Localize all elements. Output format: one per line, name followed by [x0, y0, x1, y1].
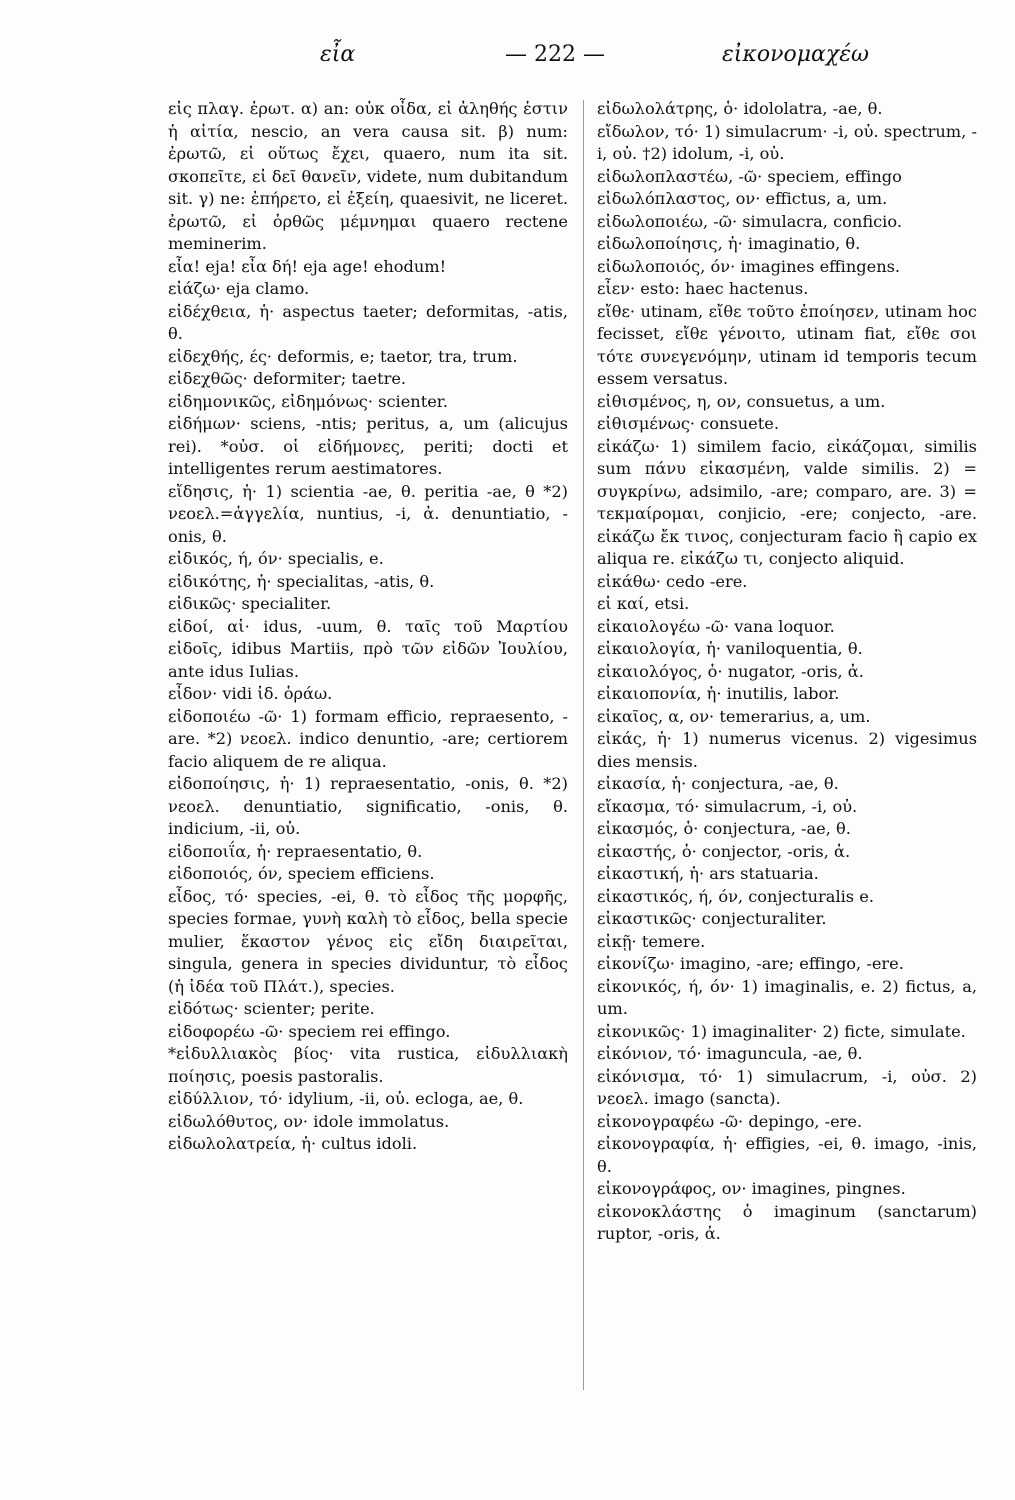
dictionary-entry: εἰκαιολογέω -ῶ· vana loquor. [597, 616, 835, 636]
dictionary-entry: εἰκονίζω· imagino, -are; effingo, -ere. [597, 954, 904, 973]
dictionary-entry: εἰδωλοποιέω, -ῶ· simulacra, conficio. [597, 211, 902, 231]
dictionary-entry: εἰκονοκλάστης ὁ imaginum (sanctarum) ruptor, -oris, ἀ. [597, 1201, 977, 1243]
dictionary-entry: εἰκαῖος, α, ον· temerarius, a, um. [597, 706, 871, 726]
dictionary-entry: εἰδωλόθυτος, ον· idole immolatus. [168, 1111, 450, 1131]
dictionary-entry: εἰκάζω· 1) similem facio, εἰκάζομαι, similis sum πάνυ εἰκασμένη, valde similis. 2) = συγκρίνω, adsimilo, -are; comparo, are. 3) = τεκμαίρομαι, conjicio, -ere; conjecto, -are. εἰκάζω ἔκ τινος, conjecturam facio ἢ capio ex aliqua re. εἰκάζω τι, conjecto aliquid. [597, 436, 977, 568]
dictionary-entry: εἰδέχθεια, ἡ· aspectus taeter; deformitas, -atis, θ. [168, 301, 568, 343]
dictionary-entry: εἰδωλολάτρης, ὁ· idololatra, -ae, θ. [597, 99, 883, 118]
dictionary-entry: εἰδήμων· sciens, -ntis; peritus, a, um (alicujus rei). *οὐσ. οἱ εἰδήμονες, periti; docti et intelligentes rerum aestimatores. [168, 414, 568, 478]
dictionary-entry: εἰκόνιον, τό· imaguncula, -ae, θ. [597, 1044, 863, 1063]
column-divider [583, 100, 584, 1390]
dictionary-entry: εἰκονογραφία, ἡ· effigies, -ei, θ. imago, -inis, θ. [597, 1134, 977, 1176]
dictionary-entry: εἰκαιολογία, ἡ· vaniloquentia, θ. [597, 639, 863, 658]
dictionary-entry: εἰκάς, ἡ· 1) numerus vicenus. 2) vigesimus dies mensis. [597, 729, 977, 771]
dictionary-entry: εἰάζω· eja clamo. [168, 279, 310, 298]
dictionary-entry: εἰδικῶς· specialiter. [168, 594, 332, 613]
dictionary-entry: εἰς πλαγ. ἐρωτ. α) an: οὐκ οἶδα, εἰ ἀληθής ἐστιν ἡ αἰτία, nescio, an vera causa sit. β) num: ἐρωτῶ, εἰ οὕτως ἔχει, quaero, num ita sit. σκοπεῖτε, εἰ δεῖ θανεῖν, videte, num dubitandum sit. γ) ne: ἐπήρετο, εἰ ἐξείη, quaesivit, ne liceret. ἐρωτῶ, εἰ ὀρθῶς μέμνημαι quaero rectene meminerim. [168, 99, 568, 253]
dictionary-entry: εἰκονικῶς· 1) imaginaliter· 2) ficte, simulate. [597, 1021, 966, 1041]
dictionary-entry: εἰδικός, ή, όν· specialis, e. [168, 549, 384, 568]
dictionary-entry: εἰκῇ· temere. [597, 931, 706, 951]
dictionary-entry: εἰθισμένως· consuete. [597, 414, 779, 433]
dictionary-entry: εἴκασμα, τό· simulacrum, -i, οὐ. [597, 796, 858, 816]
page-header [0, 42, 1015, 82]
dictionary-entry: εἰκόνισμα, τό· 1) simulacrum, -i, οὐσ. 2) νεοελ. imago (sancta). [597, 1066, 977, 1108]
dictionary-entry: εἰκονικός, ή, όν· 1) imaginalis, e. 2) fictus, a, um. [597, 976, 977, 1018]
dictionary-entry: εἰδεχθῶς· deformiter; taetre. [168, 369, 407, 388]
dictionary-entry: εἰκαστής, ὁ· conjector, -oris, ἀ. [597, 841, 851, 861]
dictionary-entry: εἶεν· esto: haec hactenus. [597, 279, 809, 298]
dictionary-entry: εἰδοποιός, όν, speciem efficiens. [168, 864, 435, 883]
dictionary-entry: εἰδεχθής, ές· deformis, e; taetor, tra, trum. [168, 346, 518, 366]
dictionary-entry: εἰδύλλιον, τό· idylium, -ii, οὐ. ecloga, ae, θ. [168, 1089, 524, 1108]
dictionary-entry: εἰκαστικῶς· conjecturaliter. [597, 909, 827, 928]
dictionary-entry: εἰδικότης, ἡ· specialitas, -atis, θ. [168, 571, 435, 591]
dictionary-entry: εἰκαιοπονία, ἡ· inutilis, labor. [597, 684, 840, 703]
dictionary-entry: εἰκασία, ἡ· conjectura, -ae, θ. [597, 774, 839, 793]
dictionary-entry: εἰδοί, αἱ· idus, -uum, θ. ταῖς τοῦ Μαρτίου εἰδοῖς, idibus Martiis, πρὸ τῶν εἰδῶν Ἰουλίου, ante idus Iulias. [168, 616, 568, 681]
dictionary-entry: εἰθισμένος, η, ον, consuetus, a um. [597, 391, 886, 411]
dictionary-entry: εἰδωλοποίησις, ἡ· imaginatio, θ. [597, 234, 861, 253]
header-left-guide-word: εἶα [320, 42, 356, 67]
dictionary-entry: εἰκονογράφος, ον· imagines, pingnes. [597, 1179, 906, 1198]
dictionary-entry: εἰδωλοπλαστέω, -ῶ· speciem, effingo [597, 166, 902, 186]
dictionary-entry: εἰδωλοποιός, όν· imagines effingens. [597, 256, 901, 276]
dictionary-entry: εἶα! eja! εἶα δή! eja age! ehodum! [168, 256, 447, 276]
dictionary-entry: εἰδωλολατρεία, ἡ· cultus idoli. [168, 1134, 418, 1153]
dictionary-entry: *εἰδυλλιακὸς βίος· vita rustica, εἰδυλλιακὴ ποίησις, poesis pastoralis. [168, 1044, 568, 1086]
dictionary-entry: εἶδον· vidi ἰδ. ὁράω. [168, 684, 333, 703]
dictionary-entry: εἰκονογραφέω -ῶ· depingo, -ere. [597, 1111, 863, 1131]
dictionary-entry: εἰδότως· scienter; perite. [168, 999, 375, 1018]
dictionary-entry: εἰδοποιΐα, ἡ· repraesentatio, θ. [168, 841, 423, 861]
dictionary-entry: εἰκαστικός, ή, όν, conjecturalis e. [597, 886, 874, 906]
dictionary-entry: εἰκαιολόγος, ὁ· nugator, -oris, ἀ. [597, 661, 864, 681]
dictionary-entry: εἴθε· utinam, εἴθε τοῦτο ἐποίησεν, utinam hoc fecisset, εἴθε γένοιτο, utinam fiat, εἴθε σοι τότε συνεγενόμην, utinam id temporis tecum essem versatus. [597, 301, 977, 388]
dictionary-entry: εἴδωλον, τό· 1) simulacrum· -i, οὐ. spectrum, -i, οὐ. †2) idolum, -i, οὐ. [597, 121, 977, 163]
dictionary-entry: εἰδημονικῶς, εἰδημόνως· scienter. [168, 391, 448, 411]
dictionary-entry: εἰκαστική, ἡ· ars statuaria. [597, 864, 819, 883]
dictionary-entry: εἰ καί, etsi. [597, 594, 690, 613]
dictionary-entry: εἶδος, τό· species, -ei, θ. τὸ εἶδος τῆς μορφῆς, species formae, γυνὴ καλὴ τὸ εἶδος, bella specie mulier, ἕκαστον γένος εἰς εἴδη διαιρεῖται, singula, genera in species dividuntur, τὸ εἶδος (ἡ ἰδέα τοῦ Πλάτ.), species. [168, 886, 568, 996]
dictionary-entry: εἰδοποίησις, ἡ· 1) repraesentatio, -onis, θ. *2) νεοελ. denuntiatio, significatio, -onis, θ. indicium, -ii, οὐ. [168, 774, 568, 838]
dictionary-entry: εἰδοποιέω -ῶ· 1) formam efficio, repraesento, -are. *2) νεοελ. indico denuntio, -are; certiorem facio aliquem de re aliqua. [168, 706, 568, 771]
dictionary-entry: εἰδωλόπλαστος, ον· effictus, a, um. [597, 189, 888, 208]
dictionary-entry: εἰκασμός, ὁ· conjectura, -ae, θ. [597, 819, 851, 838]
left-column [168, 98, 568, 1478]
right-column [597, 98, 977, 1478]
dictionary-entry: εἰδοφορέω -ῶ· speciem rei effingo. [168, 1021, 451, 1041]
header-right-guide-word: εἰκονομαχέω [722, 42, 869, 67]
page-number: — 222 — [505, 42, 605, 67]
dictionary-entry: εἰκάθω· cedo -ere. [597, 571, 748, 591]
dictionary-entry: εἴδησις, ἡ· 1) scientia -ae, θ. peritia -ae, θ *2) νεοελ.=ἀγγελία, nuntius, -i, ἀ. denuntiatio, -onis, θ. [168, 481, 568, 546]
